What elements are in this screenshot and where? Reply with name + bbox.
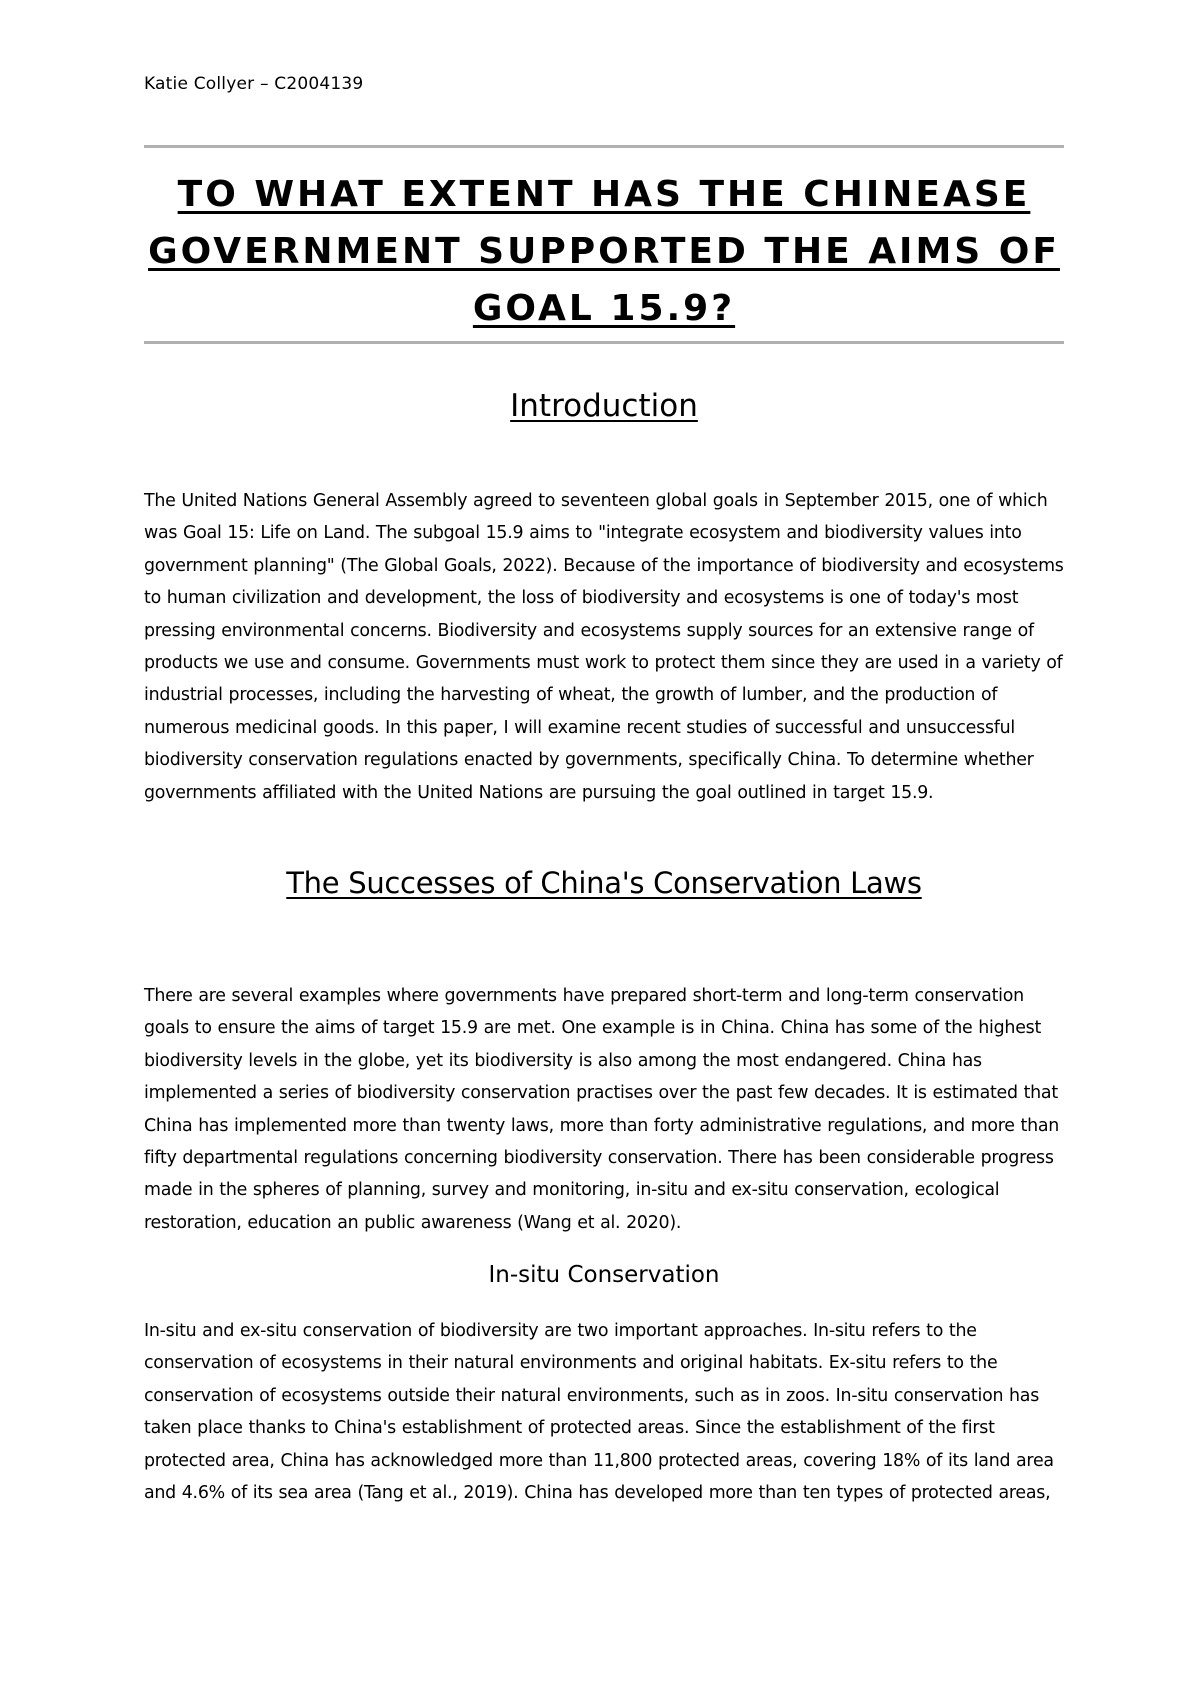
successes-heading: The Successes of China's Conservation Laws (286, 866, 922, 900)
author-header: Katie Collyer – C2004139 (144, 74, 364, 94)
title-top-rule (144, 145, 1064, 148)
successes-paragraph: There are several examples where governments have prepared short-term and long-term conservation goals to ensure the aims of target 15.9 are met. One example is in China. China has some of the highest biodiversity levels in the globe, yet its biodiversity is also among the most endangered. China has implemented a series of biodiversity conservation practises over the past few decades. It is estimated that China has implemented more than twenty laws, more than forty administrative regulations, and more than fifty departmental regulations concerning biodiversity conservation. There has been considerable progress made in the spheres of planning, survey and monitoring, in-situ and ex-situ conservation, ecological restoration, education an public awareness (Wang et al. 2020). (144, 986, 1060, 1233)
insitu-heading: In-situ Conservation (488, 1262, 720, 1288)
title-bottom-rule (144, 341, 1064, 344)
insitu-paragraph: In-situ and ex-situ conservation of biodiversity are two important approaches. In-situ refers to the conservation of ecosystems in their natural environments and original habitats. Ex-situ refers to the conservation of ecosystems outside their natural environments, such as in zoos. In-situ conservation has taken place thanks to China's establishment of protected areas. Since the establishment of the first protected area, China has acknowledged more than 11,800 protected areas, covering 18% of its land area and 4.6% of its sea area (Tang et al., 2019). China has developed more than ten types of protected areas, (144, 1321, 1054, 1504)
introduction-paragraph: The United Nations General Assembly agreed to seventeen global goals in September 2015, one of which was Goal 15: Life on Land. The subgoal 15.9 aims to "integrate ecosystem and biodiversity values into government planning" (The Global Goals, 2022). Because of the importance of biodiversity and ecosystems to human civilization and development, the loss of biodiversity and ecosystems is one of today's most pressing environmental concerns. Biodiversity and ecosystems supply sources for an extensive range of products we use and consume. Governments must work to protect them since they are used in a variety of industrial processes, including the harvesting of wheat, the growth of lumber, and the production of numerous medicinal goods. In this paper, I will examine recent studies of successful and unsuccessful biodiversity conservation regulations enacted by governments, specifically China. To determine whether governments affiliated with the United Nations are pursuing the goal outlined in target 15.9. (144, 491, 1064, 803)
document-title: TO WHAT EXTENT HAS THE CHINEASE GOVERNMENT SUPPORTED THE AIMS OF GOAL 15.9? (148, 174, 1060, 329)
introduction-heading: Introduction (510, 388, 698, 424)
